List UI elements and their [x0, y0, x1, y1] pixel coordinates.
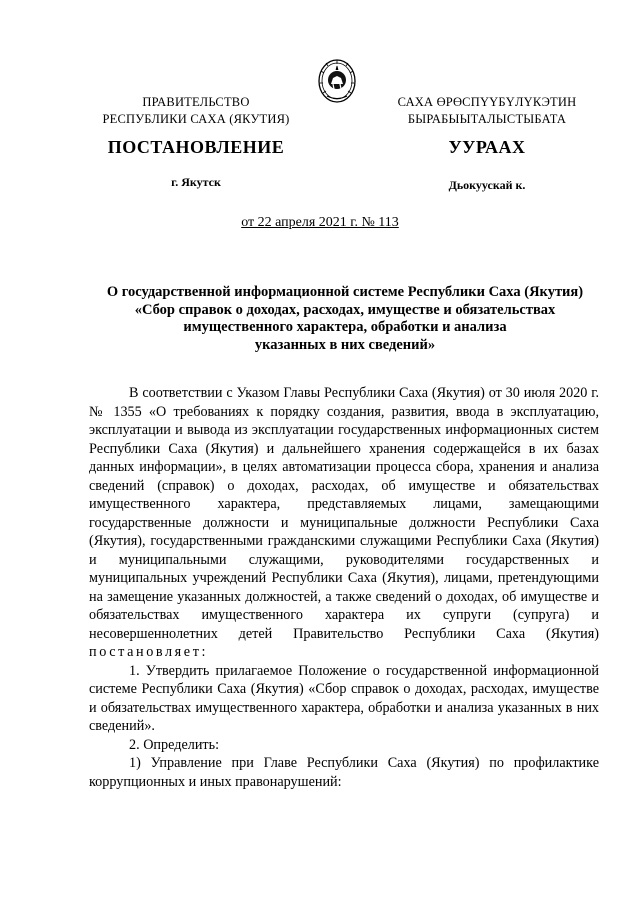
government-name-sakha-line1: САХА ӨРӨСПҮҮБҮЛҮКЭТИН	[397, 95, 577, 109]
preamble-text: В соответствии с Указом Главы Республики Саха (Якутия) от 30 июля 2020 г. № 1355 «О требованиях к порядку создания, развития, ввода в эксплуатацию, эксплуатации и вывода из эксплуатации государственных информационных систем Республики Саха (Якутия) и дальнейшего хранения содержащейся в их базах данных информации», в целях автоматизации процесса сбора, хранения и анализа сведений (справок) о доходах, расходах, об имуществе и обязательствах имущественного характера, представляемых лицами, замещающими государственные должности и муниципальные должности Республики Саха (Якутия), государственными гражданскими служащими Республики Саха (Якутия) и муниципальными служащими, руководителями государственных и муниципальных учреждений Республики Саха (Якутия), лицами, претендующими на замещение указанных должностей, а также сведений о доходах, об имуществе и обязательствах имущественного характера их супруги (супруга) и несовершеннолетних детей Правительство Республики Саха (Якутия)	[89, 385, 599, 642]
title-line-1: О государственной информационной системе Республики Саха (Якутия)	[106, 284, 584, 300]
paragraph-subitem-1: 1) Управление при Главе Республики Саха (Якутия) по профилактике коррупционных и иных правонарушений:	[89, 755, 599, 790]
decree-word: постановляет:	[89, 644, 209, 660]
title-line-2: «Сбор справок о доходах, расходах, имуществе и обязательствах	[134, 301, 556, 318]
coat-of-arms-icon	[317, 58, 357, 104]
government-name-sakha-line2: БЫРАБЫЫТАЛЫСТЫБАТА	[407, 112, 567, 126]
document-title	[80, 284, 610, 354]
city-sakha: Дьокуускай к.	[448, 178, 526, 192]
government-name-ru-line1: ПРАВИТЕЛЬСТВО	[142, 95, 250, 109]
paragraph-item-1: 1. Утвердить прилагаемое Положение о государственной информационной системе Республики Саха (Якутия) «Сбор справок о доходах, расходах, имуществе и обязательствах имущественного характера, обработки и анализа указанных в них сведений».	[89, 662, 599, 734]
doc-type-sakha: УУРААХ	[448, 137, 526, 157]
paragraph-item-2: 2. Определить:	[129, 736, 220, 753]
document-body	[89, 384, 599, 791]
date-line-wrap	[0, 213, 640, 231]
city-ru: г. Якутск	[171, 175, 221, 189]
government-name-ru	[96, 94, 296, 128]
paragraph-preamble	[89, 384, 599, 662]
title-line-4: указанных в них сведений»	[254, 336, 436, 353]
government-name-sakha	[382, 94, 592, 128]
doc-type-ru: ПОСТАНОВЛЕНИЕ	[107, 137, 285, 157]
government-name-ru-line2: РЕСПУБЛИКИ САХА (ЯКУТИЯ)	[102, 112, 290, 126]
title-line-3: имущественного характера, обработки и анализа	[183, 319, 507, 335]
date-line: от 22 апреля 2021 г. № 113	[241, 215, 399, 230]
